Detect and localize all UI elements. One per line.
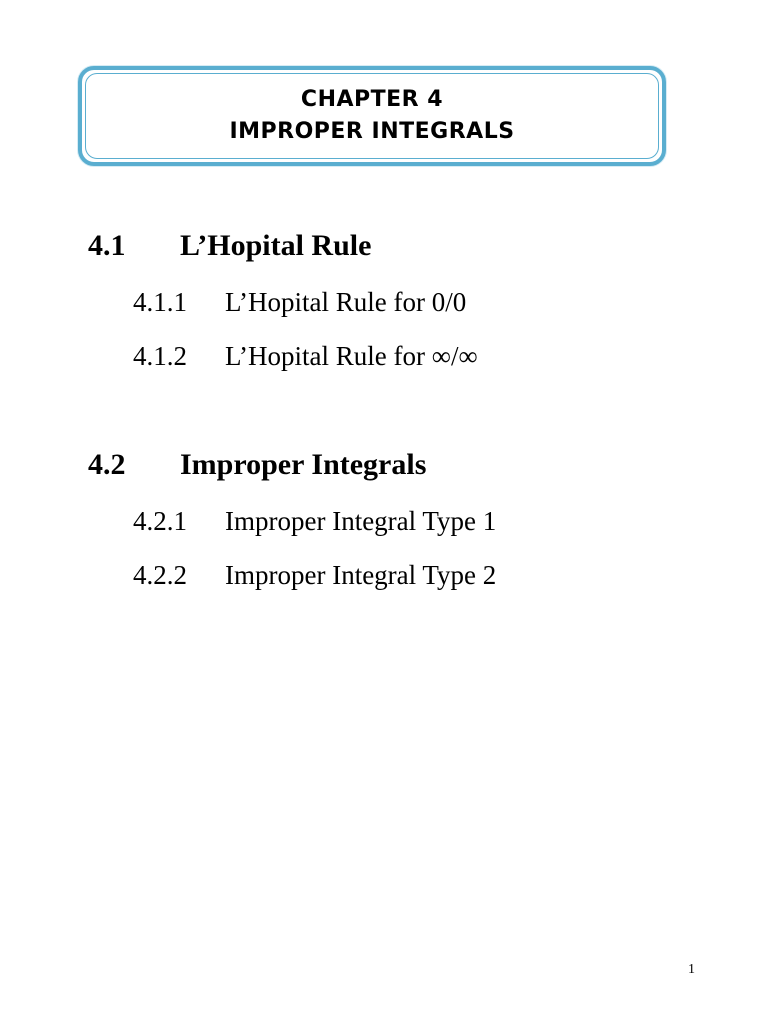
section-heading-4-1 xyxy=(88,228,371,264)
chapter-number: CHAPTER 4 xyxy=(300,87,444,112)
section-title: L’Hopital Rule xyxy=(180,229,372,262)
chapter-title-box xyxy=(78,66,666,166)
section-heading-4-2 xyxy=(88,447,426,483)
subsection-title: Improper Integral Type 2 xyxy=(225,560,497,590)
subsection-item-4-2-1 xyxy=(133,505,496,537)
subsection-item-4-2-2 xyxy=(133,559,496,591)
section-number: 4.2 xyxy=(88,448,126,481)
subsection-item-4-1-1 xyxy=(133,286,466,318)
subsection-title: Improper Integral Type 1 xyxy=(225,506,497,536)
section-title: Improper Integrals xyxy=(180,448,427,481)
subsection-number: 4.2.1 xyxy=(133,506,187,536)
subsection-number: 4.2.2 xyxy=(133,560,187,590)
subsection-title: L’Hopital Rule for ∞/∞ xyxy=(225,341,478,371)
subsection-title: L’Hopital Rule for 0/0 xyxy=(225,287,467,317)
page-number: 1 xyxy=(688,962,695,977)
section-number: 4.1 xyxy=(88,229,126,262)
chapter-title xyxy=(82,84,662,148)
chapter-name: IMPROPER INTEGRALS xyxy=(229,119,515,144)
subsection-number: 4.1.2 xyxy=(133,341,187,371)
subsection-number: 4.1.1 xyxy=(133,287,187,317)
subsection-item-4-1-2 xyxy=(133,340,478,372)
